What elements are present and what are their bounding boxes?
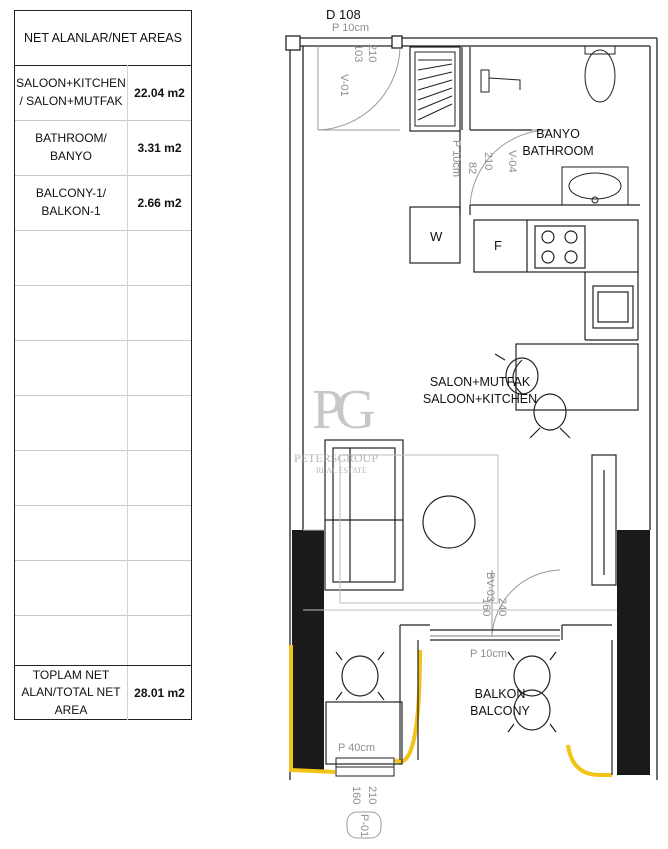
empty-cell <box>15 560 128 615</box>
tag-window-p01-w: 160 <box>350 786 362 805</box>
tag-door-bv03-code: BV-03 <box>484 572 496 602</box>
table-row-empty <box>15 285 191 341</box>
tag-p10-top: P 10cm <box>332 22 370 34</box>
row-value: 28.01 m2 <box>134 686 185 700</box>
empty-cell <box>128 505 191 560</box>
table-row-saloon <box>15 65 191 121</box>
tag-door-bv03-w: 160 <box>480 598 492 617</box>
row-name: TOPLAM NET ALAN/TOTAL NET AREA <box>15 666 128 720</box>
empty-cell <box>128 395 191 450</box>
row-value: 2.66 m2 <box>137 195 182 210</box>
unit-label: D 108 <box>326 7 361 22</box>
table-row-empty <box>15 615 191 666</box>
room-label-bathroom: BANYO BATHROOM <box>522 127 594 158</box>
tag-p10-bath: P 10cm <box>450 140 462 178</box>
empty-cell <box>128 230 191 285</box>
tag-door-v01-code: V-01 <box>338 74 350 97</box>
tag-door-v04-w: 210 <box>482 152 494 171</box>
net-area-table <box>14 10 192 720</box>
empty-cell <box>128 560 191 615</box>
empty-cell <box>15 450 128 505</box>
washer-label: W <box>430 229 443 244</box>
empty-cell <box>15 230 128 285</box>
table-header: NET ALANLAR/NET AREAS <box>15 11 191 66</box>
watermark-subtitle: REAL ESTATE <box>316 466 367 475</box>
empty-cell <box>15 615 128 665</box>
row-value: 3.31 m2 <box>137 140 182 155</box>
empty-cell <box>15 285 128 340</box>
tv-unit <box>592 455 616 585</box>
table-row-empty <box>15 505 191 561</box>
table-row-bathroom <box>15 120 191 176</box>
watermark-monogram: PG <box>312 379 368 441</box>
tag-door-bv03-h: 240 <box>496 598 508 617</box>
empty-cell <box>128 450 191 505</box>
floor-plan <box>270 0 668 849</box>
empty-cell <box>128 340 191 395</box>
table-row-balcony <box>15 175 191 231</box>
tag-p10-balcony: P 10cm <box>470 648 508 660</box>
tag-window-p01-code: P-01 <box>358 814 370 838</box>
table-row-empty <box>15 560 191 616</box>
row-name: BATHROOM/ BANYO <box>15 120 128 175</box>
watermark-company: PETERSGROUP <box>294 451 379 465</box>
fridge-label: F <box>494 238 502 253</box>
tag-door-v04-h: 82 <box>466 162 478 175</box>
empty-cell <box>15 340 128 395</box>
tag-door-v01-h: 103 <box>352 44 364 63</box>
empty-cell <box>128 615 191 665</box>
coffee-table <box>423 496 475 548</box>
tag-p40-bottom: P 40cm <box>338 742 376 754</box>
empty-cell <box>15 395 128 450</box>
table-row-empty <box>15 450 191 506</box>
row-name: BALCONY-1/ BALKON-1 <box>15 175 128 230</box>
tag-door-v01-w: 210 <box>366 44 378 63</box>
row-value: 22.04 m2 <box>134 85 185 100</box>
room-label-balcony: BALKON BALCONY <box>470 687 530 718</box>
shower-tray <box>415 52 455 126</box>
row-name: SALOON+KITCHEN / SALON+MUTFAK <box>15 65 128 120</box>
empty-cell <box>128 285 191 340</box>
tag-door-v04-code: V-04 <box>506 150 518 173</box>
empty-cell <box>15 505 128 560</box>
table-row-empty <box>15 340 191 396</box>
table-row-empty <box>15 230 191 286</box>
room-label-living: SALON+MUTFAK SALOON+KITCHEN <box>422 375 538 406</box>
tag-window-p01-h: 210 <box>366 786 378 805</box>
table-row-total <box>15 665 191 720</box>
table-row-empty <box>15 395 191 451</box>
